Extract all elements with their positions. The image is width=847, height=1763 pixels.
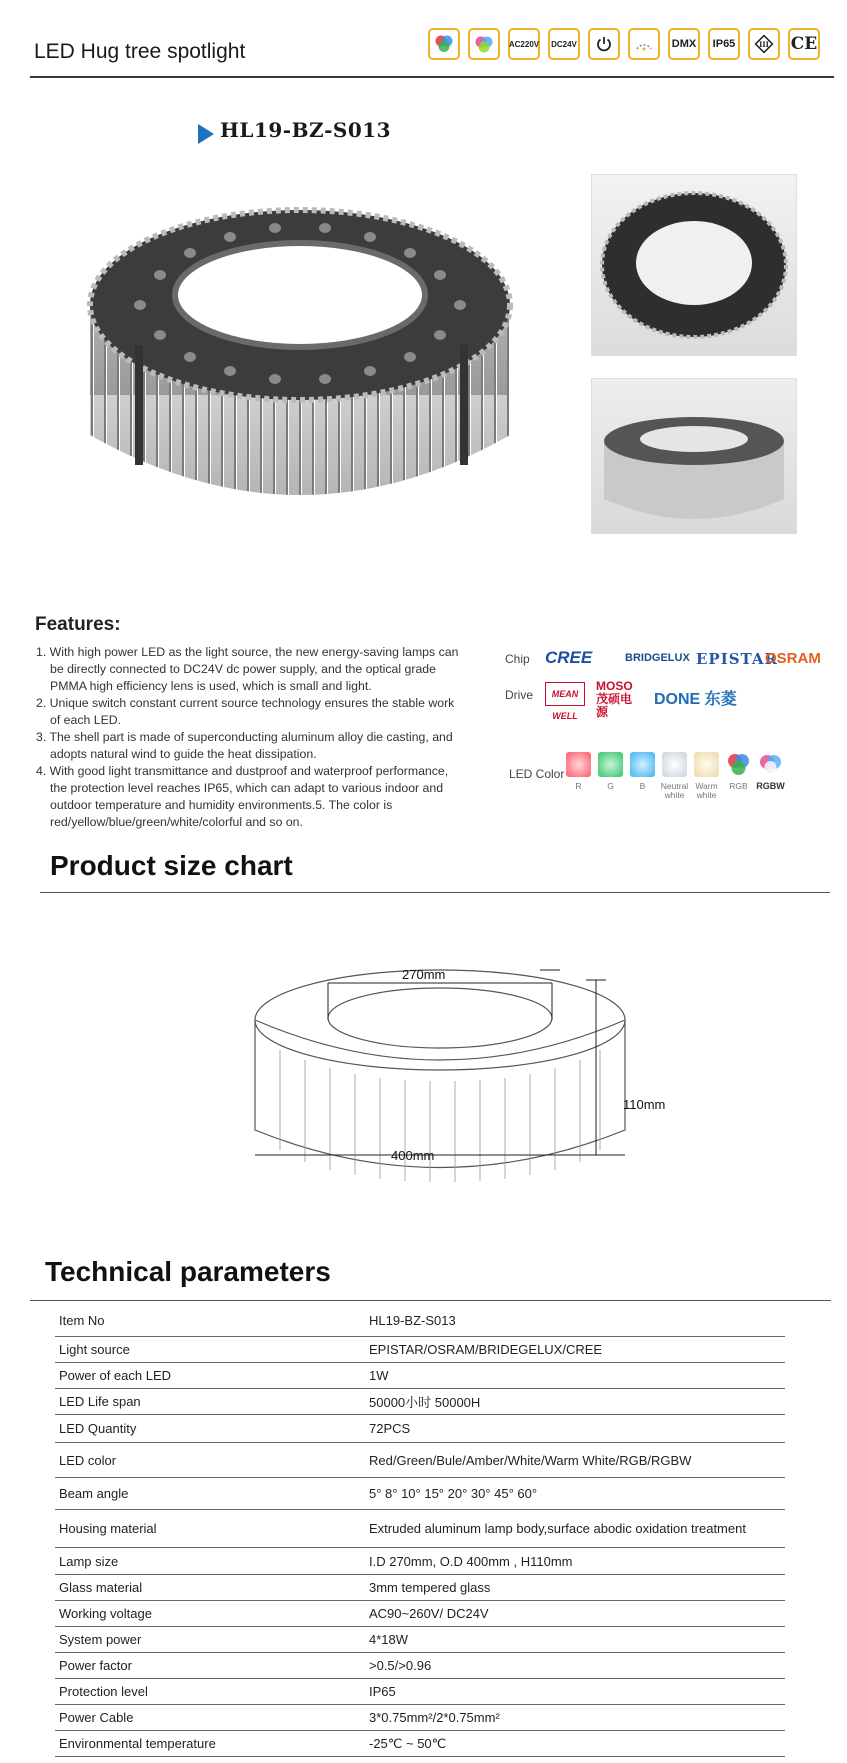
certification-badges <box>428 28 820 60</box>
led-color-swatches <box>566 752 783 800</box>
product-photo-side <box>591 378 797 534</box>
table-row: Power of each LED 1W <box>55 1363 785 1389</box>
dimension-diagram <box>240 960 640 1210</box>
class-iii-icon <box>748 28 780 60</box>
tech-params-title: Technical parameters <box>45 1256 331 1287</box>
dc24v-badge: DC24V <box>548 28 580 60</box>
table-row: Light source EPISTAR/OSRAM/BRIDEGELUX/CREE <box>55 1337 785 1363</box>
led-color-label: LED Color <box>509 767 565 781</box>
drive-label: Drive <box>505 688 534 702</box>
cree-logo: CREE <box>545 648 593 667</box>
swatch-neutral-white: Neutral white <box>662 752 687 800</box>
power-icon <box>588 28 620 60</box>
page-title: LED Hug tree spotlight <box>34 40 246 63</box>
table-row: Working voltage AC90~260V/ DC24V <box>55 1601 785 1627</box>
list-item: 3. The shell part is made of superconducting aluminum alloy die casting, and adopts natural wind to guide the heat dissipation. <box>36 730 453 761</box>
swatch-green: G <box>598 752 623 800</box>
size-chart-title: Product size chart <box>50 850 293 881</box>
features-list <box>36 644 466 831</box>
rgb-circles-icon <box>428 28 460 60</box>
epistar-logo: EPISTAR <box>696 650 779 668</box>
outer-diameter-label: 400mm <box>391 1148 435 1163</box>
colorful-circles-icon <box>468 28 500 60</box>
product-image <box>80 195 520 535</box>
table-row: Environmental temperature -25℃ ~ 50℃ <box>55 1731 785 1757</box>
inner-diameter-label: 270mm <box>402 967 446 982</box>
tech-params-table <box>55 1305 785 1757</box>
table-row: System power 4*18W <box>55 1627 785 1653</box>
moso-logo: MOSO 茂硕电源 <box>596 679 633 719</box>
table-row: Beam angle 5° 8° 10° 15° 20° 30° 45° 60° <box>55 1478 785 1510</box>
bridgelux-logo: BRIDGELUX <box>625 652 690 664</box>
dmx-badge: DMX <box>668 28 700 60</box>
product-photo-top <box>591 174 797 356</box>
swatch-rgbw: RGBW <box>758 752 783 800</box>
swatch-warm-white: Warm white <box>694 752 719 800</box>
header-divider <box>30 76 834 78</box>
tech-params-divider <box>30 1300 831 1301</box>
model-name: HL19-BZ-S013 <box>220 118 392 142</box>
table-row: LED Life span 50000小时 50000H <box>55 1389 785 1415</box>
swatch-rgb: RGB <box>726 752 751 800</box>
features-title: Features: <box>35 614 121 635</box>
ce-mark-icon: CE <box>788 28 820 60</box>
osram-logo: OSRAM <box>765 650 821 667</box>
table-row: Housing material Extruded aluminum lamp body,surface abodic oxidation treatment <box>55 1510 785 1548</box>
model-arrow-icon <box>198 124 214 144</box>
table-row: Power Cable 3*0.75mm²/2*0.75mm² <box>55 1705 785 1731</box>
table-row: Lamp size I.D 270mm, O.D 400mm , H110mm <box>55 1548 785 1575</box>
table-row: Item No HL19-BZ-S013 <box>55 1305 785 1337</box>
meanwell-logo: MEAN WELL <box>545 682 585 706</box>
table-row: Power factor >0.5/>0.96 <box>55 1653 785 1679</box>
table-row: Glass material 3mm tempered glass <box>55 1575 785 1601</box>
table-row: LED color Red/Green/Bule/Amber/White/Warm White/RGB/RGBW <box>55 1443 785 1478</box>
swatch-blue: B <box>630 752 655 800</box>
ip65-badge: IP65 <box>708 28 740 60</box>
ac220v-badge: AC220V <box>508 28 540 60</box>
table-row: LED Quantity 72PCS <box>55 1415 785 1443</box>
dimmer-icon <box>628 28 660 60</box>
swatch-red: R <box>566 752 591 800</box>
svg-text:III: III <box>759 40 769 49</box>
list-item: 2. Unique switch constant current source technology ensures the stable work of each LED. <box>36 696 455 727</box>
chip-label: Chip <box>505 652 530 666</box>
done-logo: DONE 东菱 <box>654 691 737 708</box>
table-row: Protection level IP65 <box>55 1679 785 1705</box>
list-item: 1. With high power LED as the light source, the new energy-saving lamps can be directly connected to DC24V dc power supply, and the optical grade PMMA high efficiency lens is used, which is small and light. <box>36 645 459 693</box>
list-item: 4. With good light transmittance and dustproof and waterproof performance, the protection level reaches IP65, which can adapt to various indoor and outdoor temperature and humidity environments.5. The color is red/yellow/blue/green/white/colorful and so on. <box>36 764 449 829</box>
size-chart-divider <box>40 892 830 893</box>
height-label: 110mm <box>623 1097 666 1112</box>
